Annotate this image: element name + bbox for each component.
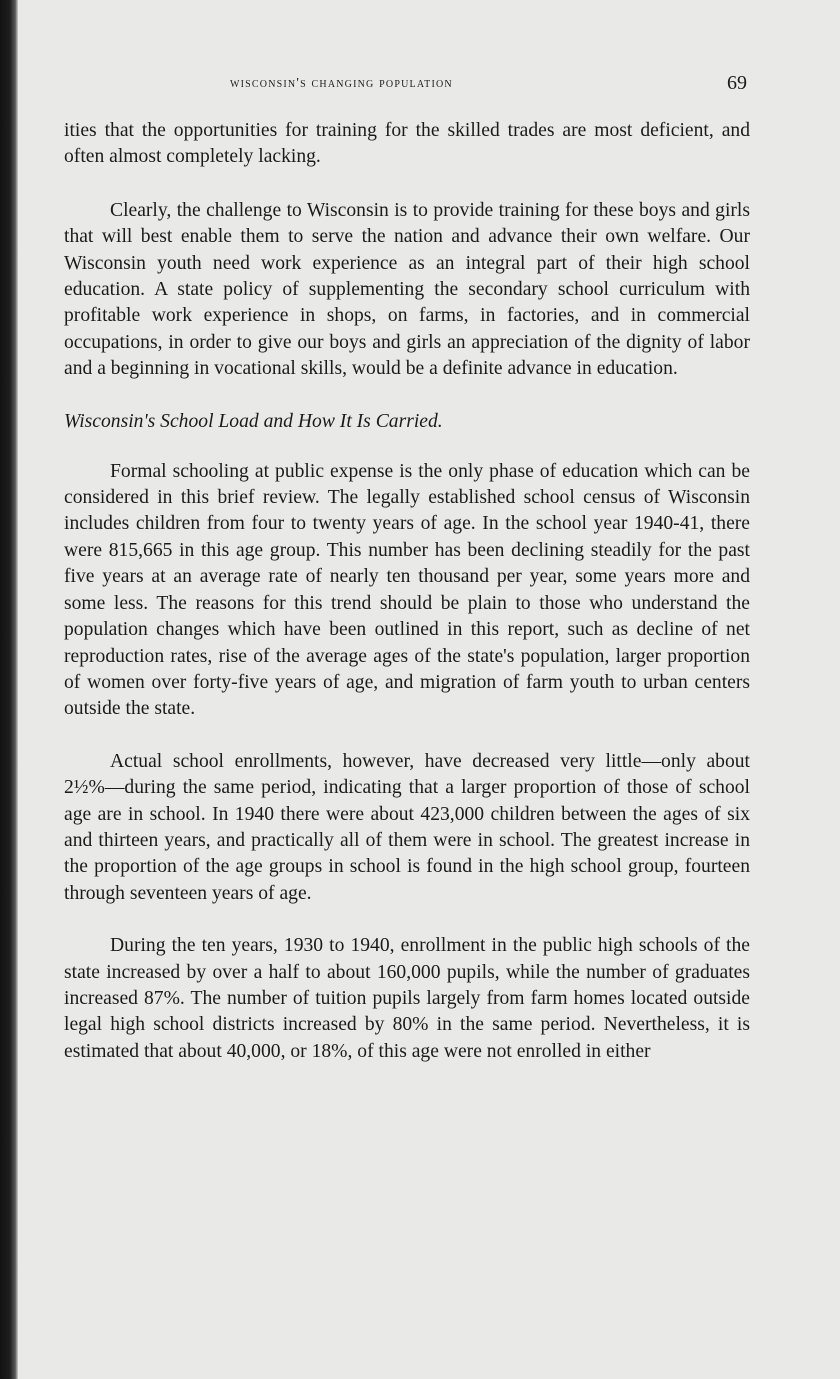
paragraph-high-schools: During the ten years, 1930 to 1940, enrollment in the public high schools of the state increased by over a half to about 160,000 pupils, while the number of graduates increased 87%. The number of tuition pupils largely from farm homes located outside legal high school districts increased by 80% in the same period. Nevertheless, it is estimated that about 40,000, or 18%, of this age were not enrolled in either <box>64 935 750 1062</box>
section-heading: Wisconsin's School Load and How It Is Carried. <box>64 410 443 432</box>
paragraph-challenge: Clearly, the challenge to Wisconsin is to provide training for these boys and girls that will best enable them to serve the nation and advance their own welfare. Our Wisconsin youth need work experience as an integral part of their high school education. A state policy of supplementing the secondary school curriculum with profitable work experience in shops, on farms, in factories, and in commercial occupations, in order to give our boys and girls an appreciation of the dignity of labor and a beginning in vocational skills, would be a definite advance in education. <box>64 199 750 380</box>
body-text <box>64 118 750 1091</box>
book-page <box>64 0 750 1379</box>
running-title: wisconsin's changing population <box>230 76 453 91</box>
running-head <box>64 72 750 98</box>
book-binding-edge <box>0 0 18 1379</box>
page-number: 69 <box>727 72 747 94</box>
paragraph-formal-schooling: Formal schooling at public expense is the only phase of education which can be considered in this brief review. The legally established school census of Wisconsin includes children from four to twenty years of age. In the school year 1940-41, there were 815,665 in this age group. This number has been declining steadily for the past five years at an average rate of nearly ten thousand per year, some years more and some less. The reasons for this trend should be plain to those who understand the population changes which have been outlined in this report, such as decline of net reproduction rates, rise of the average ages of the state's population, larger proportion of women over forty-five years of age, and migration of farm youth to urban centers outside the state. <box>64 460 750 720</box>
paragraph-enrollments: Actual school enrollments, however, have decreased very little—only about 2½%—during the same period, indicating that a larger proportion of those of school age are in school. In 1940 there were about 423,000 children between the ages of six and thirteen years, and practically all of them were in school. The greatest increase in the proportion of the age groups in school is found in the high school group, fourteen through seventeen years of age. <box>64 750 750 904</box>
paragraph-continued: ities that the opportunities for training for the skilled trades are most deficient, and often almost completely lacking. <box>64 120 750 168</box>
